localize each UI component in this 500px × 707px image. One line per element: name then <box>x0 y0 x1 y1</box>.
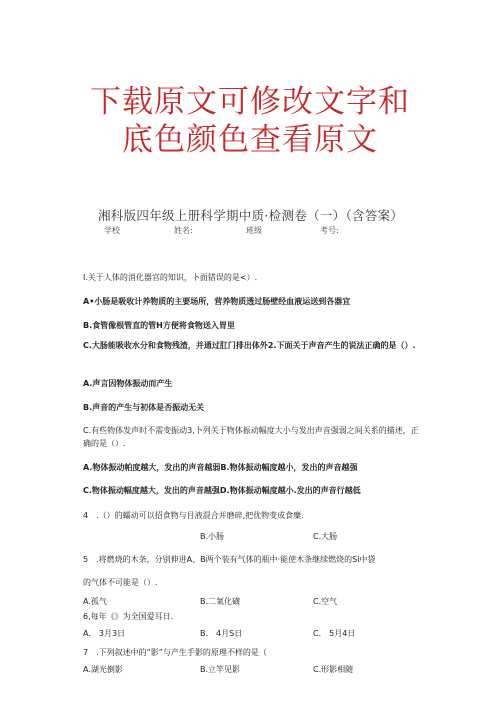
question-1-option-a: A•小肠是吸收计养物质的主要场所，营养物质透过肠壁经血液运送到各器宜 <box>83 297 351 306</box>
question-2-option-a: A.声言因物体振动而产生 <box>83 379 173 388</box>
class-label: 班级 <box>246 226 262 235</box>
question-7-option-a: A.湖光倒影 <box>83 665 123 674</box>
question-4-option-b: B.小肠 <box>200 532 225 541</box>
question-5-option-c: C.空气 <box>313 597 338 606</box>
school-label: 学校 <box>104 226 120 235</box>
question-6-option-c: C. 5月4日 <box>313 629 356 638</box>
document-title: 湘科版四年级上册科学期中质·检测卷（一）（含答案） <box>98 208 404 223</box>
question-6-option-a: A. 3月3日 <box>83 629 126 638</box>
banner-line-1: 下载原文可修改文字和 <box>90 84 410 120</box>
question-1: I.关于人体的消化器官的知识，卜面错误的是<）. <box>83 273 258 282</box>
question-3-option-ab: A.物体振动帕度越大，发出的声音越弱B.物体振动幅度越小，发出的声音越强 <box>83 463 358 472</box>
question-5: 5 .将燃烧的木条，分别伸进A、B两个装有气体的瓶中·能使木条继续燃烧的Si中袋 <box>83 555 376 564</box>
question-2-option-b: B.声音的产生与初体是否振动无关 <box>83 403 205 412</box>
banner-line-2: 底色颜色查看原文 <box>122 122 378 158</box>
question-1-option-b: B.食管像根管直的管H方便将食物送入胃里 <box>83 321 235 330</box>
name-label: 姓名: <box>174 226 193 235</box>
question-2-option-c: C.有些物体发声时不需变振动3,卜列关于物体振动幅度大小与发出声音强弱之间关系的描述，正确的是（）. <box>83 426 419 448</box>
question-6-option-b: B. 4月S日 <box>200 629 243 638</box>
question-7: 7 .下列叙述中的“影”与产生手影的原理不样的是（ <box>83 648 267 657</box>
question-5-option-a: A.孤气 <box>83 597 107 606</box>
question-6: 6,每年《》为全国爱耳日. <box>83 612 174 621</box>
number-label: 考号: <box>320 226 339 235</box>
question-7-option-c: C.形影相随 <box>313 665 354 674</box>
question-5-continued: 的气体不可能是（）. <box>83 578 158 587</box>
question-1-option-c: C.大肠能吸收水分和食物残渣，并通过肛门排出体外2.下面关于声音产生的说法正确的是（）. <box>83 341 416 350</box>
question-3-option-cd: C.物体振动幅度越大，发出的声音越强D.物体振动幅度越小.发出的声音行越低 <box>83 486 361 495</box>
question-5-option-b: B.二氧化磺 <box>200 597 241 606</box>
question-4-option-c: C.大肠 <box>313 532 338 541</box>
question-4: 4 .（）的蠕动可以招食物与目液混合并磨碎,把优物变成食糜. <box>83 511 304 520</box>
question-7-option-b: B.立竿见影 <box>200 665 241 674</box>
